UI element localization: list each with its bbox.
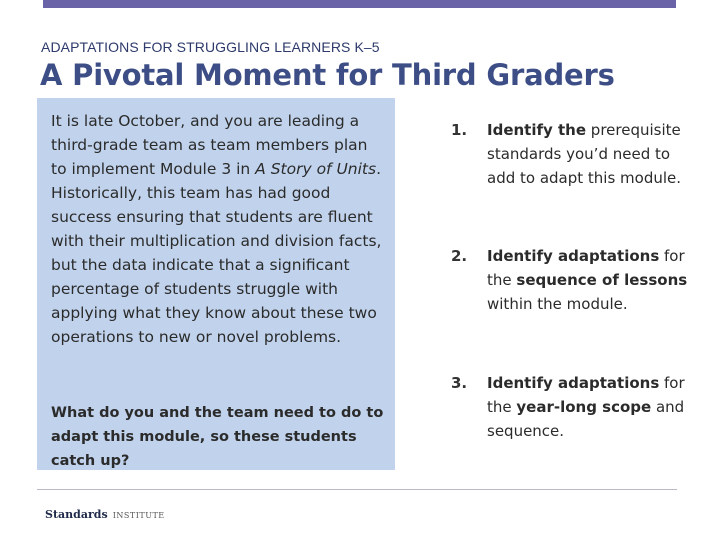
standards-institute-logo xyxy=(45,503,165,522)
curriculum-name: A Story of Units xyxy=(255,160,377,178)
task-item xyxy=(451,244,691,316)
scenario-text-start: It is late October, and you are leading a third-grade team as team members plan to implement Module 3 in xyxy=(51,112,368,178)
task-lead: Identify adaptations xyxy=(487,247,660,265)
task-rest: prerequisite standards you’d need to add to adapt this module. xyxy=(487,121,682,187)
task-item xyxy=(451,118,691,190)
slide-title: A Pivotal Moment for Third Graders xyxy=(40,58,615,92)
scenario-panel xyxy=(37,98,395,470)
scenario-question: What do you and the team need to do to adapt this module, so these students catch up? xyxy=(51,405,384,469)
task-number: 1. xyxy=(451,121,468,139)
task-item xyxy=(451,371,691,443)
task-emphasis: sequence of lessons xyxy=(516,271,688,289)
logo-suffix: INSTITUTE xyxy=(112,511,165,520)
task-emphasis: year-long scope xyxy=(516,398,652,416)
top-accent-bar xyxy=(43,0,676,8)
logo-brand: Standards xyxy=(45,508,108,521)
task-mid: for the xyxy=(487,374,685,416)
scenario-text xyxy=(51,109,385,349)
task-mid: for the xyxy=(487,247,685,289)
task-rest: and sequence. xyxy=(487,398,685,440)
task-number: 3. xyxy=(451,374,468,392)
scenario-text-end: . Historically, this team has had good success ensuring that students are fluent with their multiplication and division facts, but the data indicate that a significant percentage of students struggle with applying what they know about these two operations to new or novel problems. xyxy=(51,160,382,346)
footer-divider xyxy=(37,489,677,490)
task-number: 2. xyxy=(451,247,468,265)
task-lead: Identify adaptations xyxy=(487,374,660,392)
task-lead: Identify the xyxy=(487,121,587,139)
slide-eyebrow: ADAPTATIONS FOR STRUGGLING LEARNERS K–5 xyxy=(41,39,380,55)
task-rest: within the module. xyxy=(487,295,628,313)
